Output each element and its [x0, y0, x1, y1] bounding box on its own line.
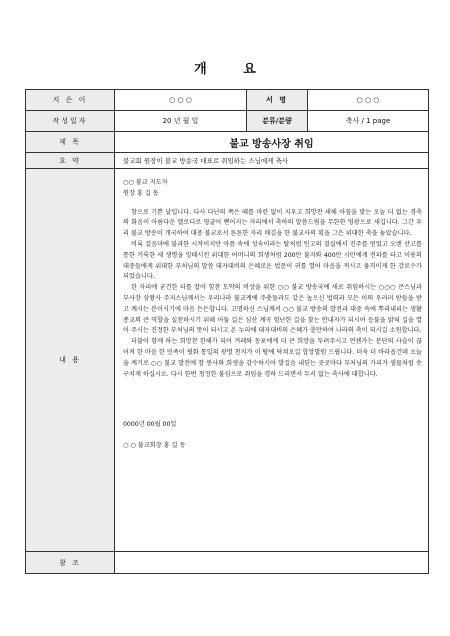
speech-paragraph-3: 한 자리에 굳건한 터를 잡아 힘찬 도약의 비상을 위한 ○○ 불교 방송국에 새로 취임하시는 ○○○ 큰스님과 부사장 삼왕사 주지스님께서는 우리나라 불교계에 주춧돌과도 같은 높으신 법력과 모든 이의 우러러 받들을 받고 계시는 분이시기에 마음 든든합니다. 고명하신 스님께서 ○○ 불교 방송의 발전과 대중 속에 뿌리내리는 생활 종교의 큰 역할을 실천하시기 위해 어둠 길은 심산 계곡 험난한 길을 찾는 안내자가 되시어 등불을 밝혀 길을 열어 주시는 진정한 부처님의 뜻이 되시고 온 누리에 대자대비의 은혜가 충만하여 나라의 축이 되시길 소원합니다. [123, 284, 422, 335]
speech-paragraph-2: 비록 걸음마에 불과한 시작이지만 아픔 속에 성숙이라는 탈처럼 인고의 결실에서 진주를 얻었고 오랜 산고를 통한 거룩한 새 생명을 잉태시킨 위대한 어머니의 희생처럼 200만 불자와 400만 시민에게 전파를 타고 이웃의 대중들에게 위대한 부처님의 말씀 대자대비의 은혜로운 법문이 귀를 열어 마음을 적시고 움직이게 한 강로수가 되었습니다. [123, 240, 422, 281]
speech-date: 0000년 00월 00일 [123, 421, 177, 429]
speech-paragraph-4: 더불어 함께 하는 희망찬 한해가 되어 겨레와 동포에게 더 큰 희망을 투려주시고 언젠가는 분단의 사슬이 끊어져 한 마음 한 민족이 평화 통일의 광명 천지가 이 땅에 닥쳐오길 합장발원 드립니다. 더욱 더 바라옵건데 오늘을 계기로 ○○ 불교 발전에 참 봉사와 희생을 감수하시어 발걸음 내딛는 곳곳마다 부처님의 가피가 샘물처럼 솟구치게 하십시오. 다시 한번 청정한 불심으로 취임을 경하 드리면서 두서 없는 축사에 대합니다. [123, 338, 422, 378]
date-row [26, 111, 429, 132]
content-label: 내 용 [26, 169, 115, 552]
subject-row [26, 132, 429, 153]
date-label: 작성일자 [26, 111, 115, 132]
reference-row [26, 552, 429, 574]
reference-value [115, 552, 429, 574]
speech-paragraph-1: 참으로 기쁜 날입니다. 다사 다난의 쪽은 때를 마련 없이 지우고 희망찬 새해 아침을 맞는 오늘 더 없는 경축의 화음이 아름다운 멜로디로 영글어 뻗어지는 자리에서 축하의 말씀드림을 무한한 영광으로 새깁니다. 그간 우리 불교 방송이 개국하여 대중 불교로서 튼튼한 자리 매김을 한 불교사의 획을 그은 위대한 축을 놓았습니다. [123, 208, 422, 238]
content-body [115, 169, 429, 552]
overview-form [25, 89, 429, 574]
speech-signature: ○ ○ 불교회장 홍 길 동 [123, 442, 186, 450]
category-label: 분류/분량 [247, 111, 308, 132]
signature-value: ○ ○ ○ [308, 90, 429, 111]
subject-value: 불교 방송사장 취임 [115, 132, 429, 153]
summary-label: 요 약 [26, 153, 115, 169]
reference-label: 참 조 [26, 552, 115, 574]
signature-label: 서 명 [247, 90, 308, 111]
recipient-line-2: 원장 홍 길 동 [123, 189, 159, 197]
summary-value: 불교회 원장이 불교 방송국 대표로 취임하는 스님에게 축사 [115, 153, 429, 169]
author-label: 지 은 이 [26, 90, 115, 111]
document-title: 개 요 [194, 62, 272, 77]
recipient-line-1: ○○ 불교 지도자 [123, 179, 168, 186]
author-value: ○ ○ ○ [115, 90, 247, 111]
subject-label: 제 목 [26, 132, 115, 153]
summary-row [26, 153, 429, 169]
content-row [26, 169, 429, 552]
author-row [26, 90, 429, 111]
date-value: 20 년 월 일 [115, 111, 247, 132]
category-value: 축사 / 1 page [308, 111, 429, 132]
